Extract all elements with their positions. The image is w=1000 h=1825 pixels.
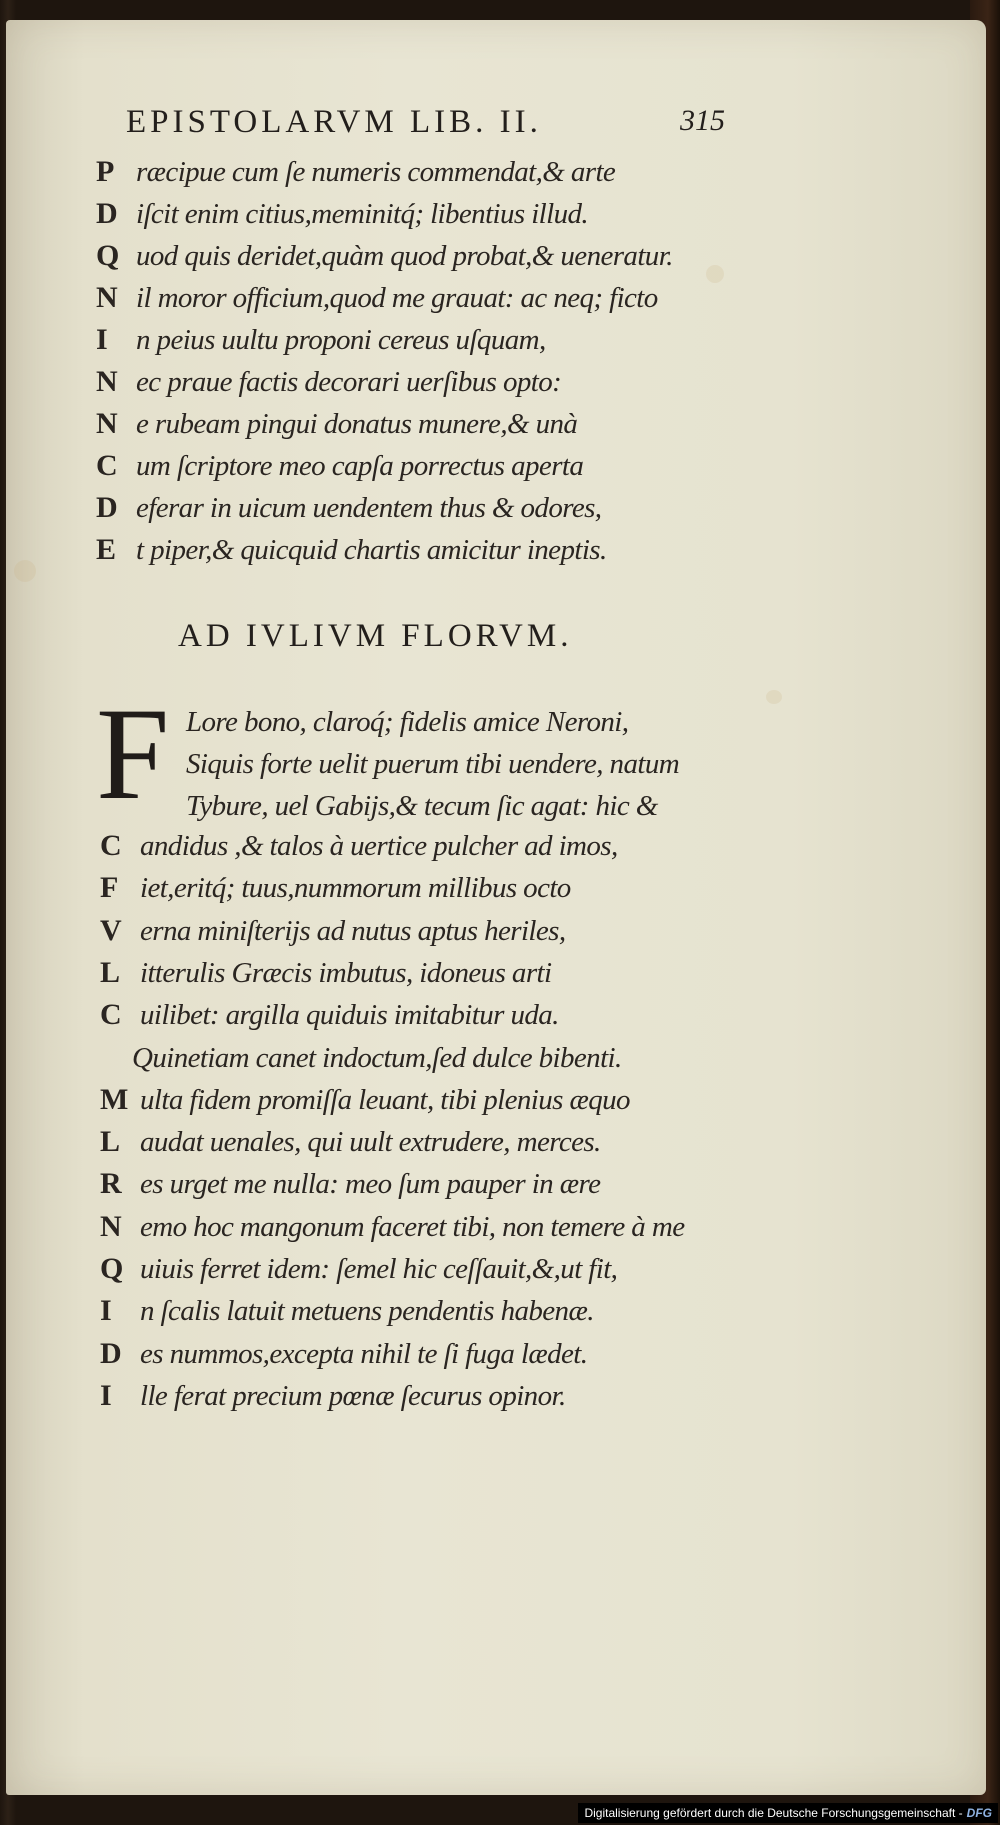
line-initial: Q [100,1252,124,1285]
line-text: ræcipue cum ſe numeris commendat,& arte [136,156,616,188]
line-initial: I [100,1294,112,1328]
line-initial: L [100,1125,121,1159]
credit-text: Digitalisierung gefördert durch die Deutsche Forschungsgemeinschaft - [584,1806,963,1820]
line-text: n ſcalis latuit metuens pendentis habenæ. [140,1295,594,1328]
line-initial: F [100,871,119,905]
line-initial: N [96,281,118,314]
line-text: il moror officium,quod me grauat: ac neq; ficto [136,282,658,314]
line-text: uod quis deridet,quàm quod probat,& ueneratur. [136,240,673,272]
line-text: Quinetiam canet indoctum,ſed dulce bibenti. [132,1041,622,1074]
line-text: ulta fidem promiſſa leuant, tibi plenius æquo [140,1083,630,1116]
line-initial: C [100,998,122,1032]
section-heading: AD IVLIVM FLORVM. [178,618,573,654]
line-text: lle ferat precium pœnæ ſecurus opinor. [140,1379,566,1412]
digitization-credit [578,1803,998,1823]
line-initial: C [96,449,118,482]
line-text: emo hoc mangonum faceret tibi, non temere à me [140,1210,685,1243]
folio-number: 315 [680,104,725,137]
line-initial: D [100,1336,122,1370]
line-initial: C [100,829,122,862]
line-initial: D [96,197,118,230]
line-initial: D [96,491,118,524]
line-text: um ſcriptore meo capſa porrectus aperta [136,450,584,482]
line-text: audat uenales, qui uult extrudere, merces. [140,1126,601,1159]
line-text: iet,eritq́; tuus,nummorum millibus octo [140,872,571,905]
line-initial: P [96,155,115,188]
line-initial: I [96,323,108,356]
line-text: erna miniſterijs ad nutus aptus heriles, [140,914,566,947]
drop-cap-initial: F [96,680,170,827]
line-text: e rubeam pingui donatus munere,& unà [136,408,578,440]
line-initial: M [100,1082,129,1116]
line-text: n peius uultu proponi cereus uſquam, [136,324,546,356]
line-initial: I [100,1378,112,1412]
line-text: andidus ,& talos à uertice pulcher ad imos, [140,830,618,862]
line-initial: V [100,913,122,947]
line-text: es nummos,excepta nihil te ſi fuga lædet. [140,1337,588,1370]
line-initial: N [96,407,118,440]
paper-stain [706,265,724,283]
line-text: iſcit enim citius,meminitq́; libentius illud. [136,198,589,230]
verse-line: Lore bono, claroq́; fidelis amice Neroni, [186,706,629,738]
running-head: EPISTOLARVM LIB. II. [126,104,542,140]
line-initial: N [96,365,118,398]
line-initial: N [100,1209,122,1243]
line-text: es urget me nulla: meo ſum pauper in ære [140,1168,601,1201]
line-text: t piper,& quicquid chartis amicitur ineptis. [136,534,607,566]
line-initial: E [96,533,117,566]
line-text: eferar in uicum uendentem thus & odores, [136,492,602,524]
verse-line: Tybure, uel Gabijs,& tecum ſic agat: hic & [186,790,658,822]
line-text: uilibet: argilla quiduis imitabitur uda. [140,999,559,1032]
paper-stain [766,690,782,704]
line-initial: Q [96,239,120,272]
line-initial: L [100,955,121,989]
line-text: uiuis ferret idem: ſemel hic ceſſauit,&,ut fit, [140,1253,618,1285]
dfg-logo: DFG [966,1806,992,1820]
line-text: itterulis Græcis imbutus, idoneus arti [140,956,552,989]
line-text: ec praue factis decorari uerſibus opto: [136,366,562,398]
paper-stain [14,560,36,582]
line-initial: R [100,1167,122,1201]
verse-line: Siquis forte uelit puerum tibi uendere, natum [186,748,680,780]
